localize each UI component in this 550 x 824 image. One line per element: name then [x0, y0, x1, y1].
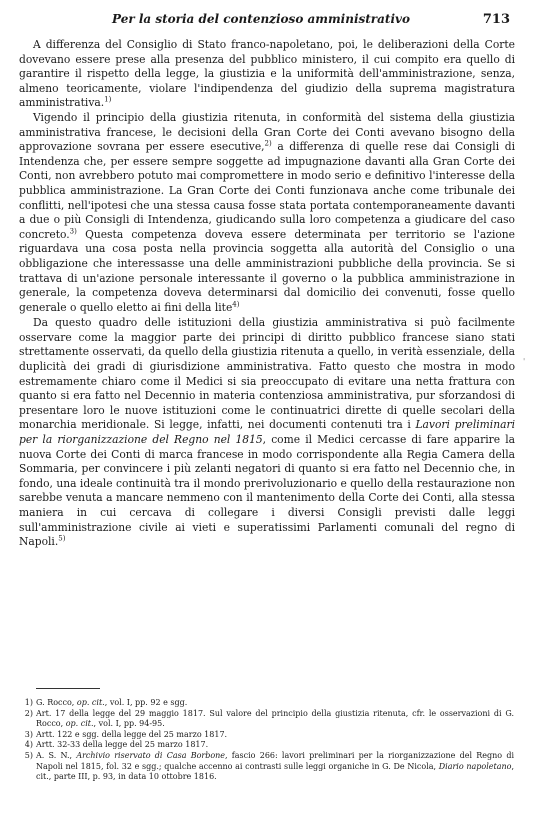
text-run: Artt. 122 e sgg. della legge del 25 marzo 1817. — [36, 729, 228, 739]
running-title: Per la storia del contenzioso amministrativo — [112, 12, 410, 26]
italic-text: op. cit. — [65, 719, 94, 729]
text-run: Questa competenza doveva essere determinata per territorio se l'azione riguardava una cosa posta nella provincia soggetta alla autorità del Consiglio o una obbligazione che interessasse una delle amministrazioni pubbliche della provincia. Se si trattava di un'azione personale interessante il governo o la pubblica amministrazione in generale, la competenza doveva determinarsi dal domicilio dei convenuti, fosse quello generale o quello eletto ai fini della lite — [19, 227, 515, 314]
footnote-separator — [36, 688, 100, 689]
paragraph — [19, 111, 515, 315]
footnote-number: 2) — [24, 708, 33, 718]
text-run: , vol. I, pp. 92 e sgg. — [104, 698, 188, 707]
italic-text: Archivio riservato di Casa Borbone — [76, 750, 226, 760]
text-run: , vol. I, pp. 94-95. — [93, 719, 165, 729]
italic-text: Lavori preliminari per la riorganizzazione del Regno nel 1815 — [19, 418, 516, 447]
main-text — [19, 38, 515, 550]
footnote-number: 3) — [24, 729, 33, 739]
footnote-ref: 5) — [58, 534, 66, 543]
footnote — [22, 730, 514, 741]
text-run: Art. 17 della legge del 29 maggio 1817. Sul valore del principio della giustizia ritenuta, cfr. le osservazioni di G. Rocco, — [36, 708, 514, 729]
footnote-ref: 1) — [104, 95, 112, 104]
text-run: a differenza di quelle rese dai Consigli di Intendenza che, per essere sempre soggette ad impugnazione davanti alla Gran Corte dei Conti, non avrebbero potuto mai compromettere in modo serio e definitivo l'interesse della pubblica amministrazione. La Gran Corte dei Conti funzionava anche come tribunale dei conflitti, nell'ipotesi che una stessa causa fosse stata portata contemporaneamente davanti a due o più Consigli di Intendenza, giudicando sulla loro competenza a giudicare del caso concreto. — [19, 140, 515, 241]
paragraph — [19, 38, 515, 111]
footnote — [22, 709, 514, 730]
text-run: Vigendo il principio della giustizia ritenuta, in conformità del sistema della giustizia amministrativa francese, le decisioni della Gran Corte dei Conti avevano bisogno della approvazione sovrana per essere esecutive, — [19, 110, 515, 154]
text-run: G. Rocco, — [36, 698, 77, 707]
footnote-ref: 3) — [69, 227, 77, 236]
running-header — [58, 10, 510, 30]
text-run: Da questo quadro delle istituzioni della giustizia amministrativa si può facilmente osservare come la maggior parte dei principi di diritto pubblico francese siano stati strettamente osservati, da quello della giustizia ritenuta a quello, in verità essenziale, della duplicità dei gradi di giurisdizione amministrativa. Fatto questo che mostra in modo estremamente chiaro come il Medici si sia preoccupato di evitare una netta frattura con quanto si era fatto nel Decennio in materia contenziosa amministrativa, pur sforzandosi di presentare loro le nuove istituzioni come le continuatrici dirette di quelle secolari della monarchia meridionale. Si legge, infatti, nei documenti contenuti tra i — [19, 316, 515, 432]
text-run: Artt. 32-33 della legge del 25 marzo 1817. — [36, 740, 209, 750]
footnote-number: 1) — [24, 698, 33, 707]
page-number: 713 — [482, 12, 510, 27]
text-run: , fascio 266: lavori preliminari per la riorganizzazione del Regno di Napoli nel 1815, fol. 32 e sgg.; qualche accenno ai contrasti sulle leggi organiche in G. De Nicola, — [36, 750, 515, 771]
text-run: A differenza del Consiglio di Stato franco-napoletano, poi, le deliberazioni della Corte dovevano essere prese alla presenza del pubblico ministero, il cui compito era quello di garantire il rispetto della legge, la giustizia e la uniformità dell'amministrazione, senza, almeno teoricamente, violare l'indipendenza del giudizio della suprema magistratura amministrativa. — [19, 38, 515, 110]
footnote — [22, 698, 514, 709]
margin-mark: ' — [523, 357, 526, 366]
footnote-number: 4) — [24, 740, 33, 750]
text-run: A. S. N., — [36, 750, 77, 760]
paragraph — [19, 316, 515, 550]
italic-text: op. cit. — [76, 698, 105, 707]
italic-text: Diario napoletano — [438, 761, 512, 771]
text-run: , cit., parte III, p. 93, in data 10 ottobre 1816. — [36, 761, 515, 782]
footnote-ref: 2) — [264, 139, 272, 148]
footnote-ref: 4) — [232, 300, 240, 309]
text-run: , come il Medici cercasse di fare apparire la nuova Corte dei Conti di marca francese in modo corrispondente alla Regia Camera della Sommaria, per convincere i più zelanti negatori di quanto si era fatto nel Decennio che, in fondo, una ideale continuità tra il mondo prerivoluzionario e quello della restaurazione non sarebbe venuta a mancare nemmeno con il mantenimento della Corte dei Conti, alla stessa maniera in cui cercava di collegare i diversi Consigli previsti dalle leggi sull'amministrazione civile ai vieti e superatissimi Parlamenti comunali del regno di Napoli. — [19, 433, 515, 549]
footnotes — [22, 698, 514, 783]
footnote — [22, 751, 514, 783]
footnote — [22, 740, 514, 751]
footnote-number: 5) — [24, 750, 33, 760]
